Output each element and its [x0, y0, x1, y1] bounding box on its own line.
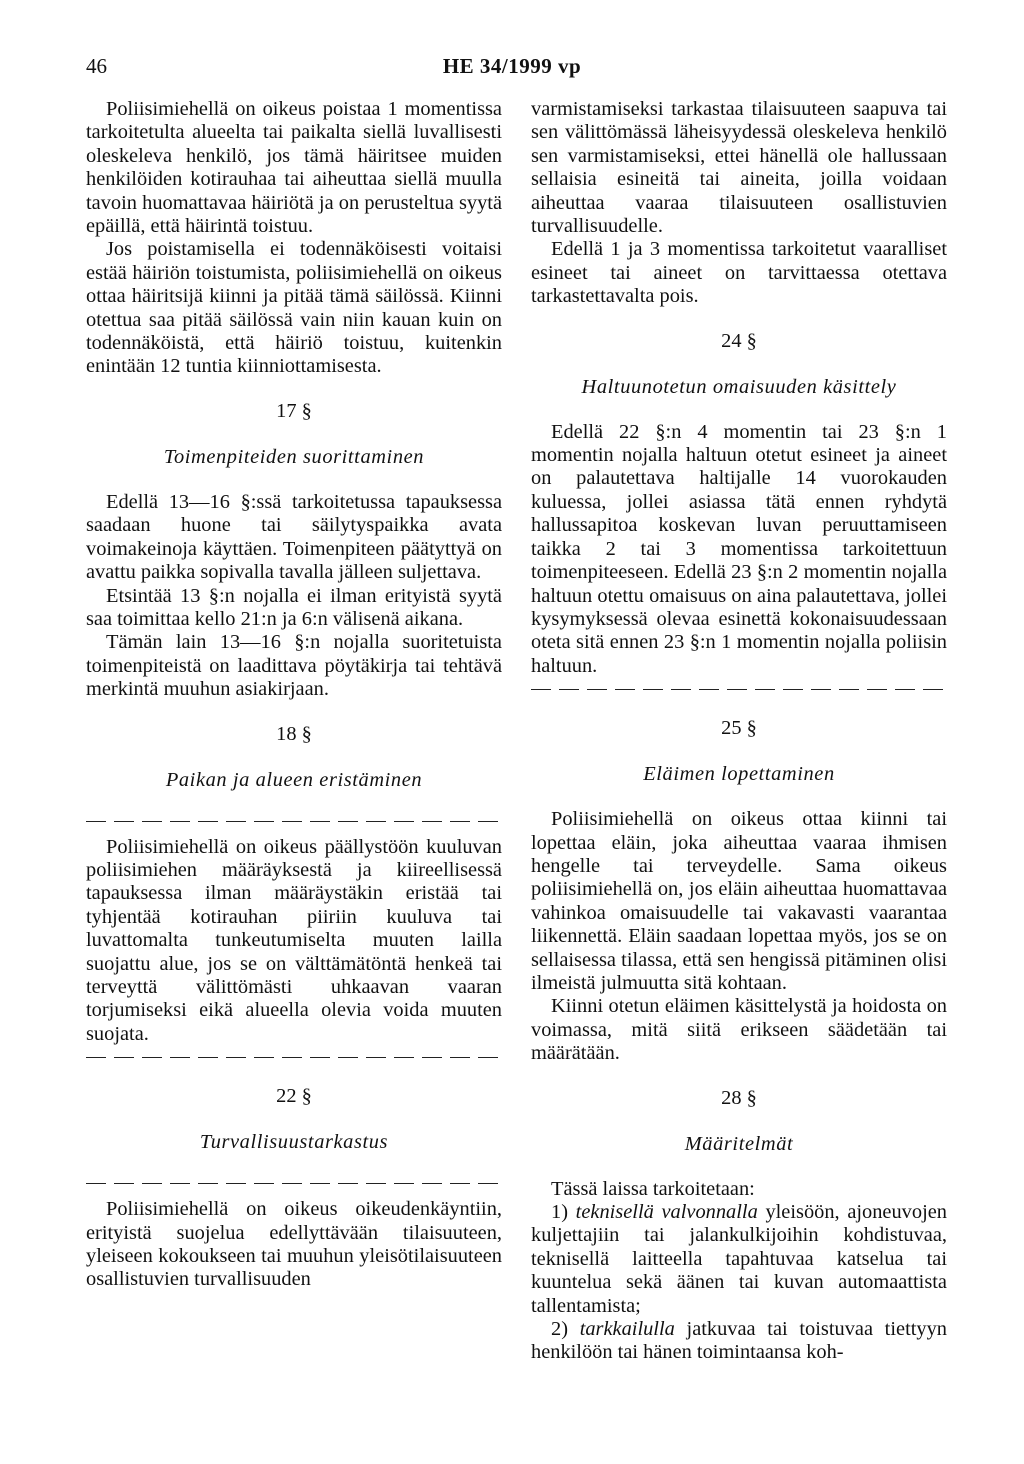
omission-dashes [531, 682, 947, 696]
section-title: Määritelmät [684, 1132, 794, 1155]
paragraph: Edellä 22 §:n 4 momentin tai 23 §:n 1 momentin nojalla haltuun otetut esineet ja aineet on palautettava haltijalle 14 vuorokauden kuluessa, jollei asiassa tätä ennen ryhdytä hallussapitoa koskevan luvan peruuttamiseen taikka 2 tai 3 momentissa tarkoitettuun toimenpiteeseen. Edellä 23 §:n 2 momentin nojalla haltuun otettu omaisuus on aina palautettava, jollei kysymyksessä olevaa esinettä kokonaisuudessaan oteta sitä ennen 23 §:n 1 momentin nojalla poliisin haltuun. [531, 420, 947, 677]
section-title: Turvallisuustarkastus [199, 1131, 389, 1154]
running-header: HE 34/1999 vp [442, 54, 582, 78]
paragraph: Tässä laissa tarkoitetaan: [551, 1177, 755, 1200]
section-number: 25 § [721, 717, 757, 740]
section-number: 24 § [721, 329, 757, 352]
section-title: Paikan ja alueen eristäminen [165, 768, 423, 791]
definition-item [531, 1318, 947, 1365]
definition-text: yleisöön, ajoneuvojen kuljettajiin tai jalankulkijoihin kohdistuvaa, teknisellä laitteella tapahtuvaa katselua tai kuuntelua sekä äänen tai kuvan automaattista tallentamista; [531, 1201, 947, 1317]
omission-dashes [86, 814, 502, 828]
section-number: 28 § [721, 1086, 757, 1109]
paragraph: Etsintää 13 §:n nojalla ei ilman erityistä syytä saa toimittaa kello 21:n ja 6:n välisenä aikana. [86, 584, 502, 630]
section-number: 17 § [276, 399, 312, 422]
omission-dashes [86, 1176, 502, 1190]
definition-item [531, 1201, 947, 1318]
paragraph: Jos poistamisella ei todennäköisesti voitaisi estää häiriön toistumista, poliisimiehellä on oikeus ottaa häiritsijä kiinni ja pitää tämä säilössä. Kiinni otettua saa pitää säilössä vain niin kauan kuin on todennäköistä, että häiriö toistuu, kuitenkin enintään 12 tuntia kiinniottamisesta. [86, 238, 502, 378]
right-column [531, 98, 947, 1365]
paragraph: varmistamiseksi tarkastaa tilaisuuteen saapuva tai sen välittömässä läheisyydessä oleskeleva henkilö sen varmistamiseksi, ettei hänellä ole hallussaan sellaisia esineitä tai aineita, joilla voidaan aiheuttaa vaaraa tilaisuuteen osallistuvien turvallisuudelle. [531, 98, 947, 238]
section-title: Eläimen lopettaminen [643, 763, 835, 786]
omission-dashes [86, 1050, 502, 1064]
section-title: Toimenpiteiden suorittaminen [163, 445, 425, 468]
section-title: Haltuunotetun omaisuuden käsittely [581, 375, 897, 398]
paragraph: Kiinni otetun eläimen käsittelystä ja hoidosta on voimassa, mitä siitä erikseen säädetään tai määrätään. [531, 995, 947, 1065]
defined-term: teknisellä valvonnalla [575, 1201, 758, 1223]
item-number: 1) [551, 1201, 576, 1223]
section-number: 18 § [276, 722, 312, 745]
paragraph: Tämän lain 13—16 §:n nojalla suoritetuista toimenpiteistä on laadittava pöytäkirja tai tehtävä merkintä muuhun asiakirjaan. [86, 631, 502, 701]
definition-text: jatkuvaa tai toistuvaa tiettyyn henkilöön tai hänen toimintaansa koh- [531, 1318, 947, 1364]
left-column [86, 98, 502, 1292]
defined-term: tarkkailulla [579, 1318, 675, 1341]
section-number: 22 § [276, 1085, 312, 1108]
paragraph: Poliisimiehellä on oikeus oikeudenkäyntiin, erityistä suojelua edellyttävään tilaisuuteen, yleiseen kokoukseen tai muuhun yleisötilaisuuteen osallistuvien turvallisuuden [86, 1198, 502, 1291]
page-number: 46 [86, 54, 107, 78]
paragraph: Poliisimiehellä on oikeus poistaa 1 momentissa tarkoitetulta alueelta tai paikalta siellä luvallisesti oleskeleva henkilö, jos tämä häiritsee muiden henkilöiden kotirauhaa tai aiheuttaa siellä muulla tavoin huomattavaa häiriötä ja on perusteltua syytä epäillä, että häirintä toistuu. [86, 98, 502, 238]
paragraph: Poliisimiehellä on oikeus ottaa kiinni tai lopettaa eläin, joka aiheuttaa vaaraa ihmisen hengelle tai terveydelle. Sama oikeus poliisimiehellä on, jos eläin aiheuttaa huomattavaa vahinkoa omaisuudelle tai vakavasti vaarantaa liikennettä. Eläin saadaan lopettaa myös, jos se on sellaisessa tilassa, että sen hengissä pitäminen olisi ilmeistä julmuutta sitä kohtaan. [531, 808, 947, 994]
item-number: 2) [551, 1318, 580, 1341]
paragraph: Edellä 1 ja 3 momentissa tarkoitetut vaaralliset esineet tai aineet on tarvittaessa otettava tarkastettavalta pois. [531, 238, 947, 308]
paragraph: Poliisimiehellä on oikeus päällystöön kuuluvan poliisimiehen määräyksestä ja kiireellisessä tapauksessa ilman määräystäkin eristää tai tyhjentää kotirauhan piiriin kuuluva tai luvattomalta tunkeutumiselta muuten laillа suojattu alue, jos se on välttämätöntä henkeä tai terveyttä välittömästi uhkaavan vaaran torjumiseksi eikä alueella olevia voida muuten suojata. [86, 835, 502, 1045]
paragraph: Edellä 13—16 §:ssä tarkoitetussa tapauksessa saadaan huone tai säilytyspaikka avata voimakeinoja käyttäen. Toimenpiteen päätyttyä on avattu paikka sopivalla tavalla jälleen suljettava. [86, 490, 502, 584]
